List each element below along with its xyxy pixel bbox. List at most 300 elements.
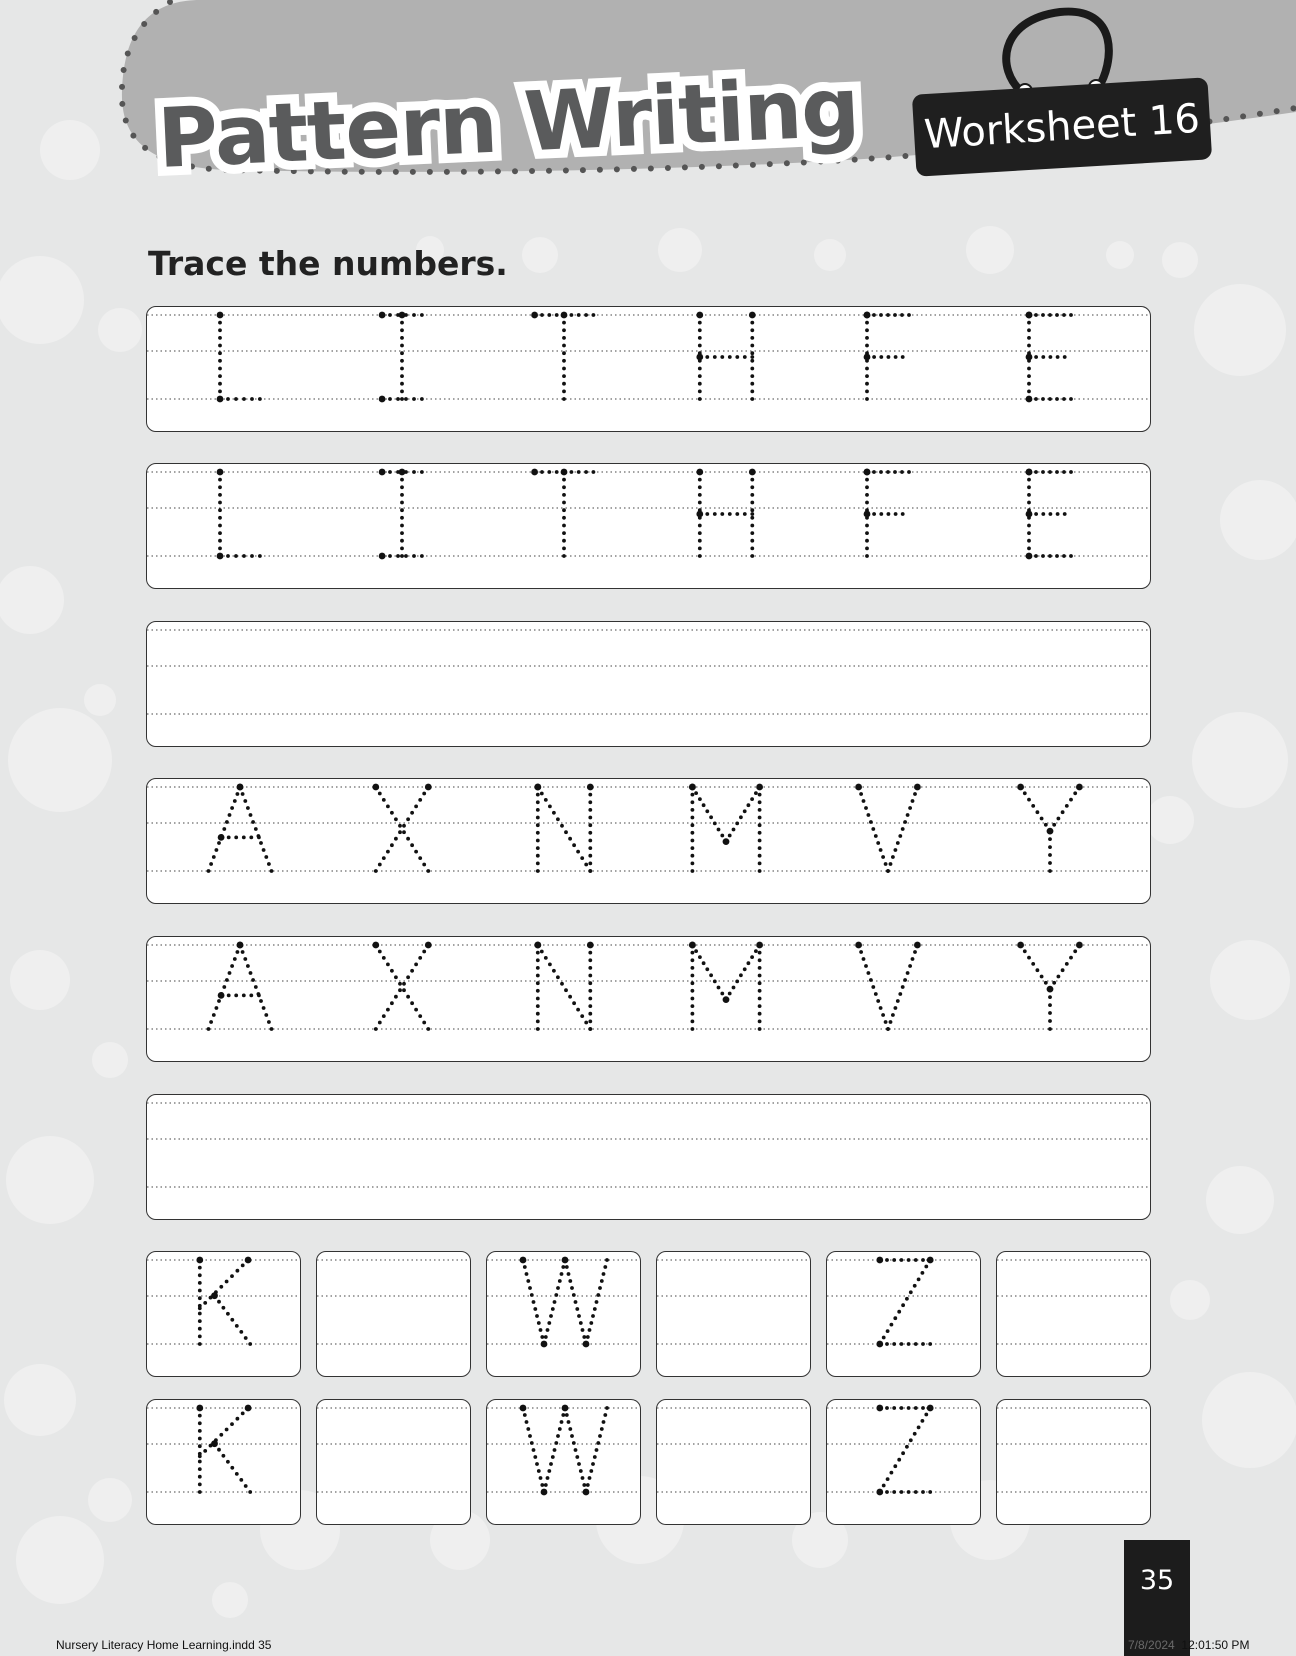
trace-dot bbox=[222, 1306, 226, 1310]
tracing-row-1[interactable] bbox=[146, 306, 1151, 432]
trace-dot bbox=[874, 992, 878, 996]
trace-dot bbox=[1027, 321, 1031, 325]
trace-dot bbox=[584, 313, 588, 317]
trace-dot bbox=[562, 478, 566, 482]
trace-dot bbox=[705, 355, 709, 359]
trace-dot bbox=[906, 971, 910, 975]
trace-dot bbox=[750, 374, 754, 378]
trace-dot bbox=[526, 1427, 530, 1431]
start-dot bbox=[876, 1257, 883, 1264]
trace-dot bbox=[523, 1265, 527, 1269]
trace-dot bbox=[267, 1020, 271, 1024]
trace-dot bbox=[720, 992, 724, 996]
trace-dot bbox=[879, 1006, 883, 1010]
trace-dot bbox=[554, 1293, 558, 1297]
cell-r1-c5[interactable] bbox=[826, 1251, 981, 1377]
cell-r1-c6[interactable] bbox=[996, 1251, 1151, 1377]
trace-dot bbox=[869, 978, 873, 982]
trace-dot bbox=[198, 1296, 202, 1300]
trace-dot bbox=[907, 1490, 911, 1494]
cell-r2-c1[interactable] bbox=[146, 1399, 301, 1525]
trace-dot bbox=[691, 846, 695, 850]
cell-r1-c4[interactable] bbox=[656, 1251, 811, 1377]
start-dot bbox=[372, 942, 379, 949]
start-dot bbox=[218, 834, 225, 841]
trace-dot bbox=[1063, 355, 1067, 359]
trace-dot bbox=[890, 1471, 894, 1475]
trace-dot bbox=[528, 1286, 532, 1290]
trace-dot bbox=[218, 524, 222, 528]
trace-dot bbox=[218, 531, 222, 535]
trace-dot bbox=[698, 390, 702, 394]
trace-dot bbox=[225, 1280, 229, 1284]
trace-dot bbox=[562, 374, 566, 378]
trace-dot bbox=[906, 813, 910, 817]
trace-dot bbox=[1027, 374, 1031, 378]
trace-dot bbox=[691, 997, 695, 1001]
cell-guides bbox=[997, 1252, 1151, 1377]
trace-dot bbox=[426, 1027, 430, 1031]
trace-dot bbox=[218, 516, 222, 520]
start-dot bbox=[927, 1405, 934, 1412]
trace-dot bbox=[891, 855, 895, 859]
trace-dot bbox=[1052, 823, 1056, 827]
start-dot bbox=[1026, 396, 1033, 403]
trace-dot bbox=[560, 1272, 564, 1276]
trace-dot bbox=[867, 971, 871, 975]
trace-dot bbox=[198, 1312, 202, 1316]
trace-dot bbox=[1031, 962, 1035, 966]
trace-dot bbox=[1027, 478, 1031, 482]
trace-dot bbox=[1048, 397, 1052, 401]
trace-dot bbox=[865, 501, 869, 505]
trace-dot bbox=[698, 374, 702, 378]
trace-dot bbox=[412, 554, 416, 558]
trace-dot bbox=[750, 554, 754, 558]
trace-dot bbox=[1052, 981, 1056, 985]
trace-dot bbox=[382, 956, 386, 960]
trace-dot bbox=[390, 843, 394, 847]
trace-dot bbox=[422, 863, 426, 867]
trace-dot bbox=[864, 806, 868, 810]
trace-dot bbox=[859, 950, 863, 954]
trace-dot bbox=[602, 1420, 606, 1424]
trace-dot bbox=[218, 390, 222, 394]
trace-dot bbox=[691, 966, 695, 970]
trace-dot bbox=[577, 470, 581, 474]
trace-dot bbox=[1057, 817, 1061, 821]
trace-dot bbox=[713, 822, 717, 826]
trace-dot bbox=[713, 355, 717, 359]
start-dot bbox=[1026, 312, 1033, 319]
start-dot bbox=[1026, 511, 1033, 518]
trace-dot bbox=[198, 1454, 202, 1458]
start-dot bbox=[876, 1341, 883, 1348]
trace-dot bbox=[536, 958, 540, 962]
trace-dot bbox=[698, 797, 702, 801]
trace-dot bbox=[242, 994, 246, 998]
trace-dot bbox=[698, 501, 702, 505]
trace-dot bbox=[588, 958, 592, 962]
trace-dot bbox=[862, 799, 866, 803]
trace-dot bbox=[898, 834, 902, 838]
trace-dot bbox=[270, 1027, 274, 1031]
row-guides bbox=[147, 937, 1151, 1062]
trace-dot bbox=[1061, 968, 1065, 972]
trace-dot bbox=[562, 531, 566, 535]
trace-dot bbox=[572, 843, 576, 847]
trace-dot bbox=[577, 313, 581, 317]
trace-dot bbox=[549, 1314, 553, 1318]
trace-dot bbox=[581, 1476, 585, 1480]
trace-dot bbox=[400, 390, 404, 394]
trace-dot bbox=[546, 1476, 550, 1480]
trace-dot bbox=[215, 848, 219, 852]
trace-dot bbox=[400, 321, 404, 325]
cell-r1-c3[interactable] bbox=[486, 1251, 641, 1377]
trace-dot bbox=[244, 1336, 248, 1340]
trace-dot bbox=[595, 1300, 599, 1304]
trace-dot bbox=[879, 470, 883, 474]
trace-dot bbox=[698, 344, 702, 348]
trace-dot bbox=[241, 792, 245, 796]
trace-dot bbox=[426, 869, 430, 873]
trace-dot bbox=[414, 805, 418, 809]
trace-dot bbox=[561, 1413, 565, 1417]
trace-dot bbox=[248, 1490, 252, 1494]
trace-dot bbox=[536, 869, 540, 873]
trace-dot bbox=[536, 793, 540, 797]
trace-dot bbox=[400, 336, 404, 340]
trace-dot bbox=[907, 313, 911, 317]
trace-dot bbox=[257, 994, 261, 998]
trace-dot bbox=[412, 397, 416, 401]
trace-dot bbox=[758, 862, 762, 866]
trace-dot bbox=[1048, 869, 1052, 873]
trace-dot bbox=[390, 1001, 394, 1005]
trace-dot bbox=[536, 846, 540, 850]
trace-dot bbox=[239, 1478, 243, 1482]
trace-dot bbox=[905, 1445, 909, 1449]
cell-guides bbox=[997, 1400, 1151, 1525]
trace-dot bbox=[1048, 995, 1052, 999]
trace-dot bbox=[217, 841, 221, 845]
trace-dot bbox=[547, 1321, 551, 1325]
trace-dot bbox=[892, 1406, 896, 1410]
trace-dot bbox=[1041, 397, 1045, 401]
trace-dot bbox=[754, 949, 758, 953]
trace-dot bbox=[552, 969, 556, 973]
trace-dot bbox=[1027, 956, 1031, 960]
cell-guides bbox=[827, 1252, 981, 1377]
trace-dot bbox=[570, 1286, 574, 1290]
cell-r1-c1[interactable] bbox=[146, 1251, 301, 1377]
trace-dot bbox=[562, 539, 566, 543]
trace-dot bbox=[249, 971, 253, 975]
trace-dot bbox=[1040, 975, 1044, 979]
start-dot bbox=[1017, 784, 1024, 791]
trace-dot bbox=[1069, 470, 1073, 474]
trace-letter-y bbox=[1017, 784, 1083, 873]
trace-dot bbox=[739, 815, 743, 819]
trace-dot bbox=[398, 988, 402, 992]
trace-dot bbox=[1034, 470, 1038, 474]
trace-dot bbox=[758, 816, 762, 820]
trace-dot bbox=[382, 1014, 386, 1018]
trace-dot bbox=[577, 1462, 581, 1466]
trace-dot bbox=[1048, 853, 1052, 857]
trace-dot bbox=[603, 1413, 607, 1417]
start-dot bbox=[379, 312, 386, 319]
tracing-row-2[interactable] bbox=[146, 463, 1151, 589]
trace-dot bbox=[422, 792, 426, 796]
trace-dot bbox=[222, 827, 226, 831]
trace-dot bbox=[893, 313, 897, 317]
trace-dot bbox=[750, 539, 754, 543]
trace-dot bbox=[1055, 470, 1059, 474]
trace-dot bbox=[588, 816, 592, 820]
start-dot bbox=[399, 469, 406, 476]
trace-dot bbox=[259, 999, 263, 1003]
trace-dot bbox=[1044, 981, 1048, 985]
trace-dot bbox=[1027, 367, 1031, 371]
trace-dot bbox=[410, 811, 414, 815]
trace-dot bbox=[698, 321, 702, 325]
trace-dot bbox=[884, 862, 888, 866]
trace-dot bbox=[1069, 554, 1073, 558]
trace-dot bbox=[1056, 512, 1060, 516]
trace-letter-a bbox=[207, 942, 274, 1031]
trace-letter-x bbox=[372, 784, 431, 873]
trace-dot bbox=[234, 836, 238, 840]
trace-dot bbox=[881, 855, 885, 859]
trace-dot bbox=[1049, 355, 1053, 359]
trace-dot bbox=[236, 1269, 240, 1273]
trace-letter-n bbox=[534, 942, 593, 1031]
trace-dot bbox=[540, 470, 544, 474]
trace-dot bbox=[921, 1271, 925, 1275]
start-dot bbox=[237, 942, 244, 949]
trace-dot bbox=[900, 470, 904, 474]
trace-dot bbox=[750, 524, 754, 528]
trace-dot bbox=[588, 831, 592, 835]
trace-dot bbox=[218, 328, 222, 332]
trace-dot bbox=[1069, 798, 1073, 802]
trace-dot bbox=[1027, 344, 1031, 348]
trace-dot bbox=[694, 791, 698, 795]
trace-dot bbox=[547, 470, 551, 474]
trace-dot bbox=[865, 390, 869, 394]
cell-r2-c2[interactable] bbox=[316, 1399, 471, 1525]
trace-dot bbox=[198, 1460, 202, 1464]
row-guides bbox=[147, 1095, 1151, 1220]
start-dot bbox=[583, 1341, 590, 1348]
trace-dot bbox=[207, 869, 211, 873]
cell-guides bbox=[827, 1400, 981, 1525]
start-dot bbox=[587, 942, 594, 949]
trace-dot bbox=[743, 355, 747, 359]
trace-dot bbox=[909, 1438, 913, 1442]
start-dot bbox=[1026, 469, 1033, 476]
trace-dot bbox=[540, 950, 544, 954]
trace-dot bbox=[257, 836, 261, 840]
trace-dot bbox=[876, 841, 880, 845]
trace-dot bbox=[600, 1279, 604, 1283]
trace-dot bbox=[400, 344, 404, 348]
trace-dot bbox=[536, 1020, 540, 1024]
start-dot bbox=[534, 784, 541, 791]
trace-letter-l bbox=[217, 312, 262, 403]
trace-dot bbox=[254, 827, 258, 831]
trace-dot bbox=[420, 554, 424, 558]
trace-dot bbox=[562, 344, 566, 348]
trace-dot bbox=[691, 816, 695, 820]
trace-dot bbox=[579, 1321, 583, 1325]
trace-dot bbox=[1027, 390, 1031, 394]
trace-dot bbox=[691, 989, 695, 993]
trace-dot bbox=[865, 374, 869, 378]
trace-dot bbox=[1065, 804, 1069, 808]
trace-dot bbox=[928, 1342, 932, 1346]
trace-dot bbox=[901, 1451, 905, 1455]
trace-letter-w bbox=[520, 1257, 609, 1348]
trace-dot bbox=[698, 554, 702, 558]
trace-dot bbox=[1048, 313, 1052, 317]
trace-dot bbox=[412, 470, 416, 474]
trace-dot bbox=[871, 985, 875, 989]
trace-dot bbox=[698, 397, 702, 401]
trace-dot bbox=[698, 955, 702, 959]
trace-dot bbox=[539, 1476, 543, 1480]
trace-dot bbox=[691, 823, 695, 827]
cell-r2-c5[interactable] bbox=[826, 1399, 981, 1525]
start-dot bbox=[425, 784, 432, 791]
trace-dot bbox=[1027, 336, 1031, 340]
trace-dot bbox=[572, 1001, 576, 1005]
start-dot bbox=[520, 1257, 527, 1264]
trace-dot bbox=[418, 1014, 422, 1018]
trace-dot bbox=[406, 975, 410, 979]
trace-dot bbox=[402, 824, 406, 828]
trace-dot bbox=[236, 950, 240, 954]
cell-r1-c2[interactable] bbox=[316, 1251, 471, 1377]
trace-dot bbox=[523, 1413, 527, 1417]
start-dot bbox=[561, 469, 568, 476]
trace-dot bbox=[1063, 512, 1067, 516]
trace-dot bbox=[242, 554, 246, 558]
trace-dot bbox=[1041, 470, 1045, 474]
tracing-row-4[interactable] bbox=[146, 778, 1151, 904]
trace-dot bbox=[568, 1279, 572, 1283]
trace-dot bbox=[556, 1434, 560, 1438]
trace-dot bbox=[378, 950, 382, 954]
writing-row-3[interactable] bbox=[146, 621, 1151, 747]
footer-time: 12:01:50 PM bbox=[1181, 1638, 1250, 1652]
trace-dot bbox=[588, 846, 592, 850]
trace-dot bbox=[536, 966, 540, 970]
start-dot bbox=[723, 996, 730, 1003]
trace-dot bbox=[209, 1020, 213, 1024]
trace-dot bbox=[562, 547, 566, 551]
trace-dot bbox=[924, 1265, 928, 1269]
trace-dot bbox=[717, 986, 721, 990]
trace-dot bbox=[270, 869, 274, 873]
trace-dot bbox=[420, 470, 424, 474]
cell-r2-c3[interactable] bbox=[486, 1399, 641, 1525]
trace-dot bbox=[230, 1466, 234, 1470]
trace-dot bbox=[556, 1286, 560, 1290]
trace-dot bbox=[893, 1464, 897, 1468]
trace-dot bbox=[903, 978, 907, 982]
trace-dot bbox=[198, 1429, 202, 1433]
trace-dot bbox=[398, 824, 402, 828]
trace-letter-e bbox=[1026, 312, 1073, 403]
trace-dot bbox=[1041, 512, 1045, 516]
trace-dot bbox=[588, 808, 592, 812]
trace-dot bbox=[698, 336, 702, 340]
trace-dot bbox=[1031, 804, 1035, 808]
trace-dot bbox=[589, 1469, 593, 1473]
trace-dot bbox=[558, 1427, 562, 1431]
trace-dot bbox=[728, 992, 732, 996]
trace-letter-v bbox=[855, 784, 921, 873]
trace-dot bbox=[588, 1004, 592, 1008]
trace-dot bbox=[1062, 470, 1066, 474]
trace-dot bbox=[1027, 547, 1031, 551]
trace-dot bbox=[400, 351, 404, 355]
start-dot bbox=[756, 942, 763, 949]
trace-dot bbox=[750, 508, 754, 512]
trace-dot bbox=[536, 974, 540, 978]
trace-dot bbox=[1027, 493, 1031, 497]
trace-dot bbox=[558, 1279, 562, 1283]
trace-dot bbox=[758, 958, 762, 962]
trace-dot bbox=[537, 1321, 541, 1325]
writing-row-6[interactable] bbox=[146, 1094, 1151, 1220]
trace-dot bbox=[226, 554, 230, 558]
trace-dot bbox=[540, 1483, 544, 1487]
trace-dot bbox=[713, 980, 717, 984]
tracing-row-5[interactable] bbox=[146, 936, 1151, 1062]
trace-dot bbox=[233, 799, 237, 803]
trace-dot bbox=[410, 843, 414, 847]
trace-dot bbox=[698, 478, 702, 482]
trace-dot bbox=[582, 1483, 586, 1487]
trace-dot bbox=[859, 792, 863, 796]
trace-letter-x bbox=[372, 942, 431, 1031]
trace-dot bbox=[750, 397, 754, 401]
trace-dot bbox=[921, 1419, 925, 1423]
trace-dot bbox=[553, 1300, 557, 1304]
trace-dot bbox=[198, 1306, 202, 1310]
trace-dot bbox=[872, 512, 876, 516]
trace-dot bbox=[758, 966, 762, 970]
trace-dot bbox=[548, 963, 552, 967]
trace-dot bbox=[892, 1490, 896, 1494]
cell-r2-c6[interactable] bbox=[996, 1399, 1151, 1525]
trace-dot bbox=[218, 493, 222, 497]
trace-dot bbox=[580, 1014, 584, 1018]
trace-dot bbox=[894, 848, 898, 852]
trace-dot bbox=[249, 836, 253, 840]
cell-r2-c4[interactable] bbox=[656, 1399, 811, 1525]
trace-dot bbox=[865, 547, 869, 551]
trace-dot bbox=[560, 824, 564, 828]
trace-dot bbox=[691, 951, 695, 955]
trace-dot bbox=[406, 995, 410, 999]
start-dot bbox=[723, 838, 730, 845]
trace-dot bbox=[921, 1490, 925, 1494]
